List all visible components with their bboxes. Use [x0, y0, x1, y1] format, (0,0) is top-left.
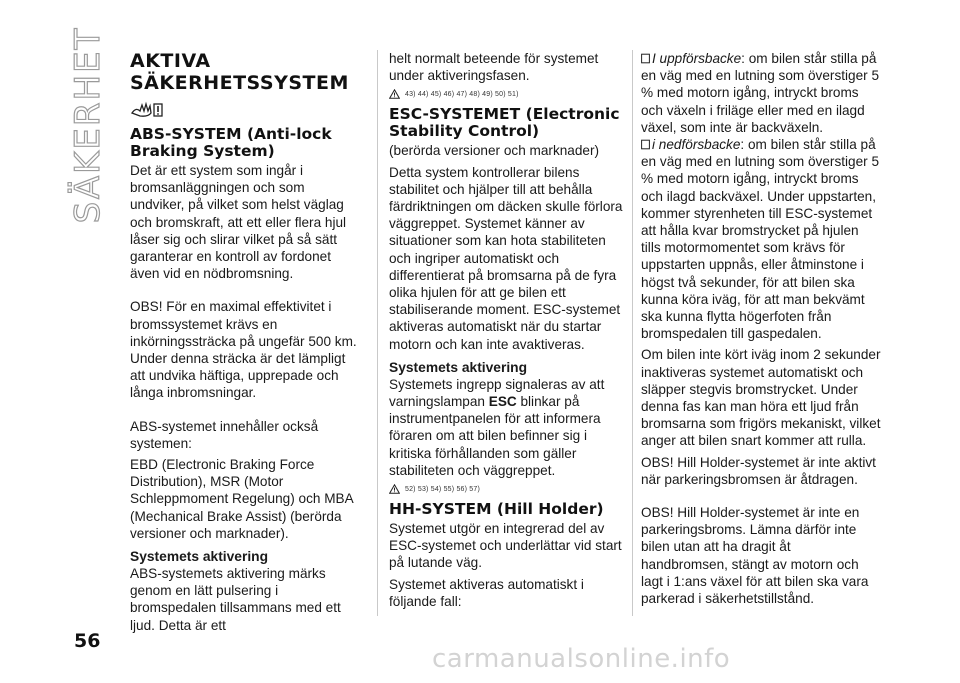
- hh-description: Systemet utgör en integrerad del av ESC-systemet och underlättar vid start på lutande väg.: [389, 521, 622, 571]
- hh-not-parking-brake-note: OBS! Hill Holder-systemet är inte en parkeringsbroms. Lämna därför inte bilen utan att ha dragit åt handbromsen, stängt av motorn och lagt i 1:ans växel för att bilen ska vara parkerad i säkerhetstillstånd.: [641, 505, 869, 607]
- hh-activation-intro: Systemet aktiveras automatiskt i följande fall:: [389, 576, 584, 609]
- column-divider: [632, 50, 633, 616]
- uphill-item: I uppförsbacke: om bilen står stilla på en väg med en lutning som överstiger 5 % med motorn igång, intryckt broms och växeln i friläge eller med en ilagd växel, som inte är backväxeln.: [641, 51, 880, 135]
- esc-heading: ESC-SYSTEMET (Electronic Stability Control): [389, 105, 620, 141]
- checkbox-bullet-icon: [641, 53, 650, 64]
- section-side-label: SÄKERHET: [68, 26, 108, 224]
- abs-heading: ABS-SYSTEM (Anti-lock Braking System): [130, 125, 332, 160]
- hh-parking-brake-note: OBS! Hill Holder-systemet är inte aktivt när parkeringsbromsen är åtdragen.: [641, 454, 876, 487]
- abs-note-paragraph: OBS! För en maximal effektivitet i bromssystemet krävs en inkörningssträcka på ungefär 500 km. Under denna sträcka är det lämpligt att undvika häftiga, upprepade och långa inbromsningar.: [130, 299, 357, 401]
- warning-references: [389, 86, 623, 102]
- column-1: [130, 50, 362, 634]
- hand-book-warning-icon: [130, 98, 362, 122]
- column-2: [389, 50, 623, 610]
- page-title: AKTIVA SÄKERHETSSYSTEM: [130, 50, 349, 94]
- hh-heading: HH-SYSTEM (Hill Holder): [389, 500, 604, 519]
- abs-activation-heading: Systemets aktivering: [130, 549, 269, 565]
- hh-release-paragraph: Om bilen inte kört iväg inom 2 sekunder inaktiveras systemet automatiskt och släpper stegvis bromstrycket. Under denna fas kan man höra ett ljud från bromsarna som frigörs mekaniskt, vilket anger att bilen snart kommer att rulla.: [641, 347, 881, 449]
- reference-numbers: 43) 44) 45) 46) 47) 48) 49) 50) 51): [405, 90, 519, 98]
- column-3: [641, 50, 881, 607]
- abs-paragraph: Det är ett system som ingår i bromsanläggningen och som undviker, på vilket som helst väglag och bromskraft, att ett eller flera hjul låser sig och slirar vilket på så sätt garanterar en kontroll av fordonet även vid en nödbromsning.: [130, 163, 347, 282]
- warning-triangle-icon: [389, 89, 400, 99]
- checkbox-bullet-icon: [641, 139, 650, 150]
- watermark: carmanualsonline.info: [432, 644, 731, 674]
- esc-warning-lamp-label: ESC: [488, 394, 517, 410]
- warning-references: [389, 481, 623, 497]
- reference-numbers: 52) 53) 54) 55) 56) 57): [405, 485, 481, 493]
- page-number: 56: [74, 630, 101, 652]
- esc-versions-note: (berörda versioner och marknader): [389, 143, 600, 159]
- esc-description: Detta system kontrollerar bilens stabilitet och hjälper till att behålla färdriktningen om däcken skulle förlora väggreppet. Systemet känner av situationer som kan hota stabiliteten och ingriper automatiskt och differentierat på bromsarna på de fyra olika hjulen för att ge bilen ett stabiliserande moment. ESC-systemet aktiveras automatiskt när du startar motorn och kan inte avaktiveras.: [389, 164, 623, 352]
- esc-activation-heading: Systemets aktivering: [389, 359, 528, 375]
- warning-triangle-icon: [389, 484, 400, 494]
- downhill-item: i nedförsbacke: om bilen står stilla på en väg med en lutning som överstiger 5 % med motorn igång, intryckt broms och ilagd backväxel. Under uppstarten, kommer styrenheten till ESC-systemet att hålla kvar bromstrycket på hjulen tills motormomentet som krävs för uppstarten uppnås, eller åtminstone i högst två sekunder, för att bilen ska kunna köra iväg, för att man bekvämt ska kunna flytta högerfoten från bromspedalen till gaspedalen.: [641, 137, 880, 342]
- esc-activation-text: Systemets ingrepp signaleras av att varningslampan ESC blinkar på instrumentpanelen för att informera föraren om att bilen befinner sig i kritiska förhållanden som gäller stabiliteten och väggreppet.: [389, 376, 605, 478]
- abs-systems-intro: ABS-systemet innehåller också systemen:: [130, 418, 319, 451]
- column-divider: [377, 50, 378, 616]
- abs-systems-list: EBD (Electronic Braking Force Distribution), MSR (Motor Schleppmoment Regelung) och MBA (Mechanical Brake Assist) (berörda versioner och marknader).: [130, 457, 353, 541]
- section-side-tab: [58, 26, 118, 224]
- abs-activation-text: ABS-systemets aktivering märks genom en lätt pulsering i bromspedalen tillsammans med ett ljud. Detta är ett: [130, 566, 341, 633]
- abs-activation-continued: helt normalt beteende för systemet under aktiveringsfasen.: [389, 51, 599, 84]
